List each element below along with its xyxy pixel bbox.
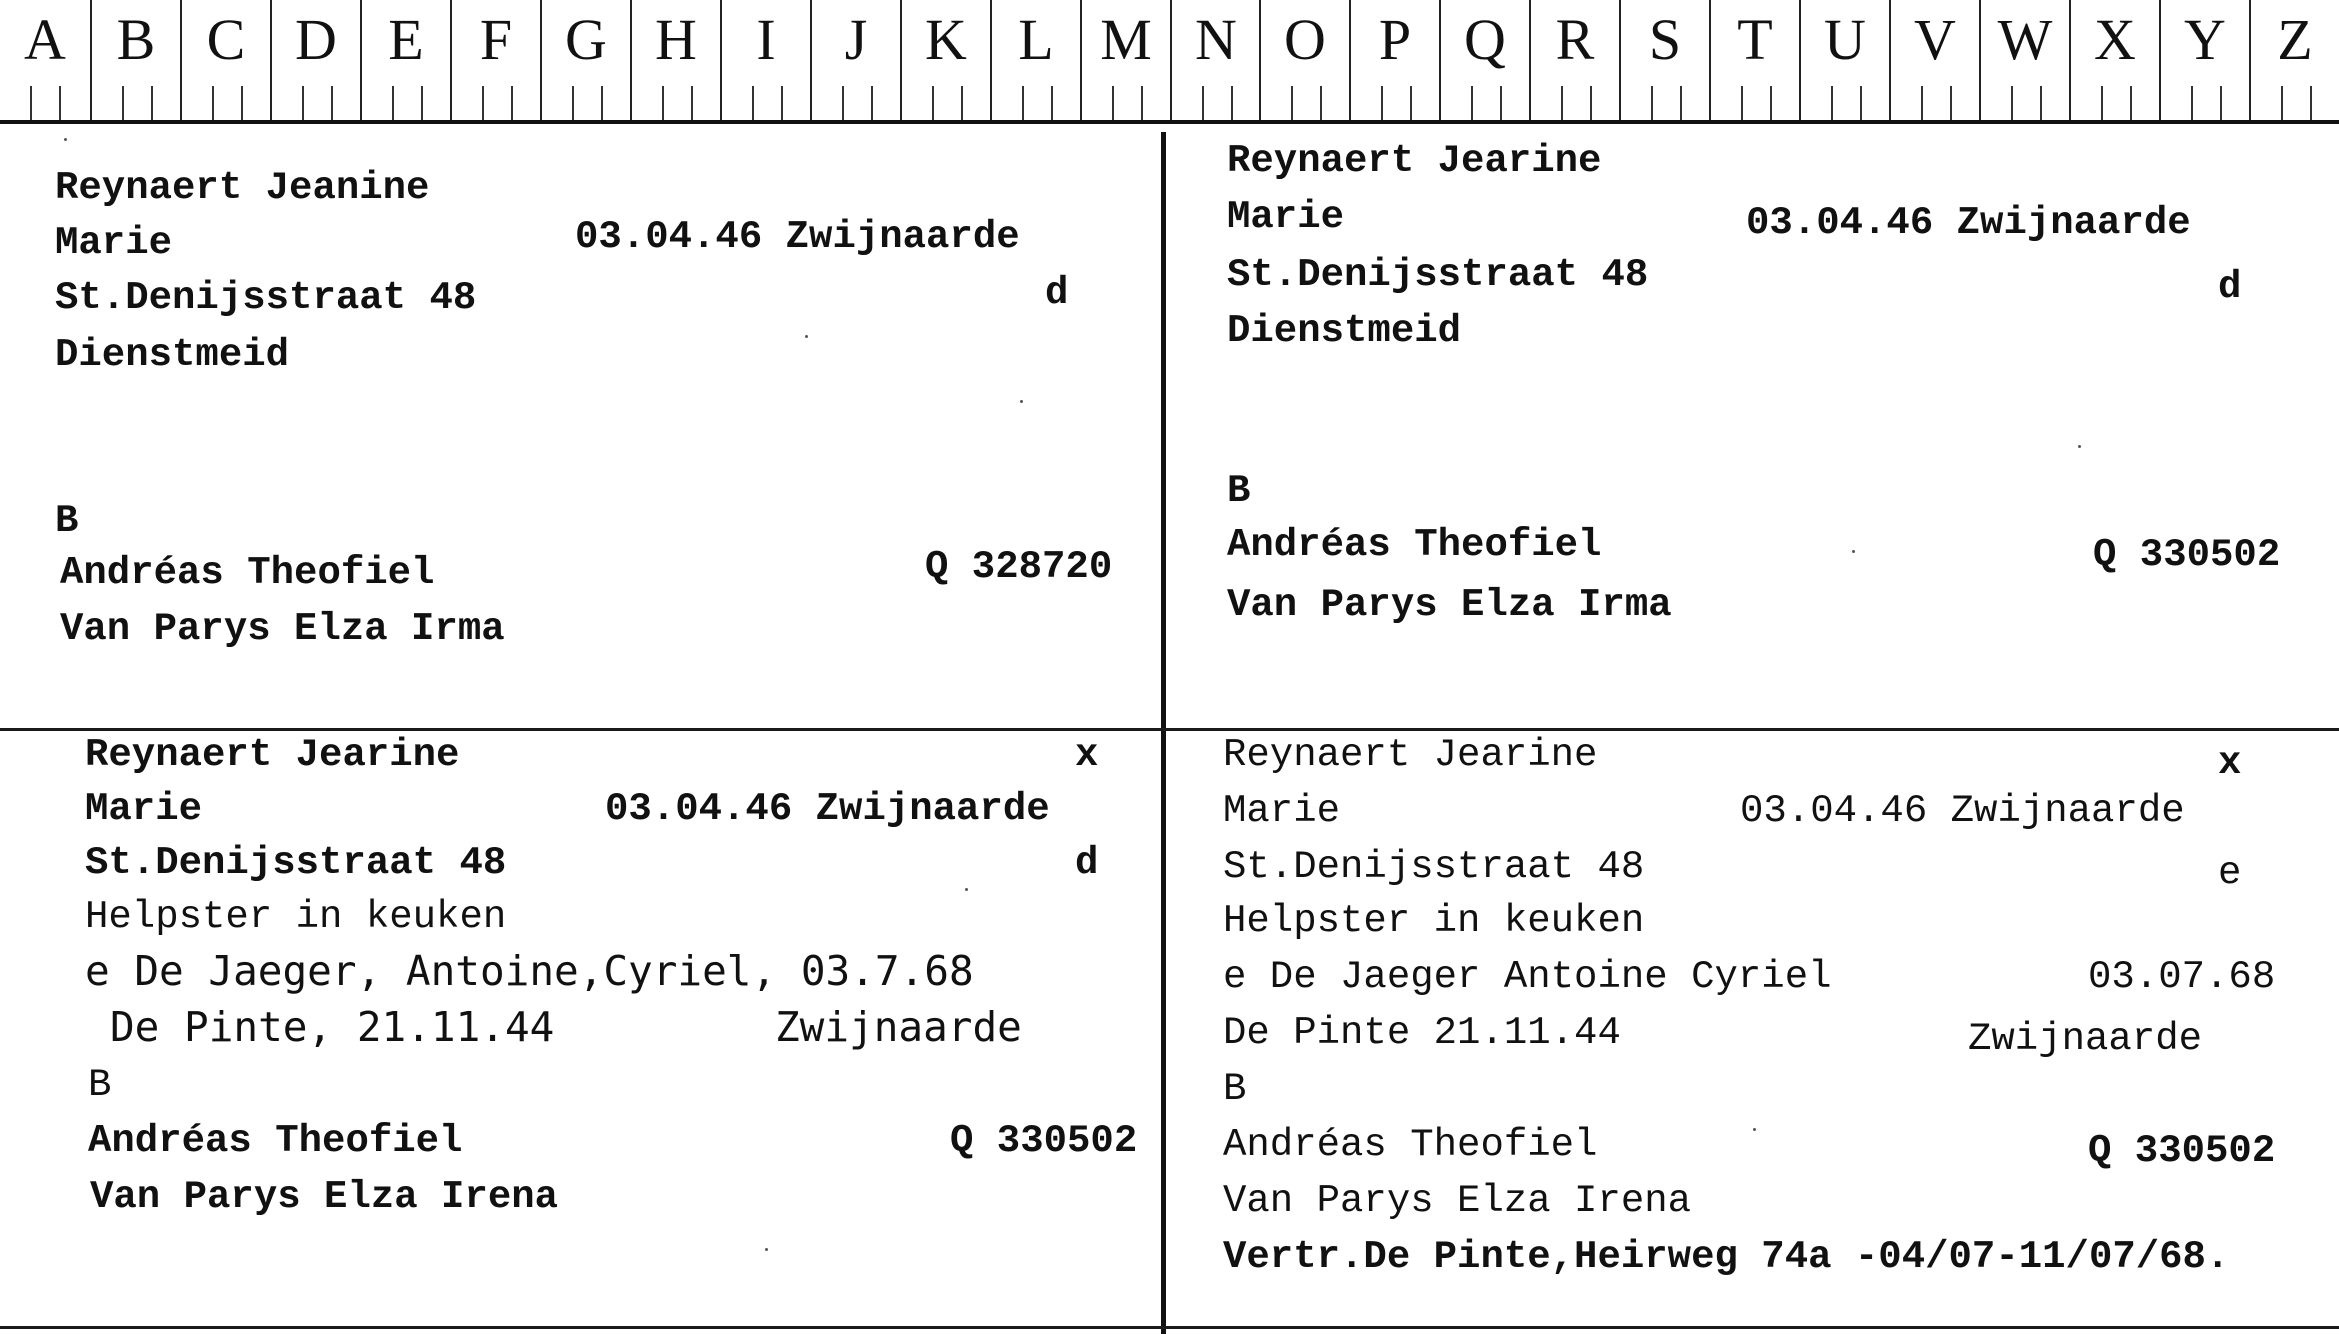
alphabet-letter-m — [1080, 0, 1170, 120]
card-name: Reynaert Jearine — [85, 733, 460, 777]
card-record-number: Q 330502 — [2088, 1129, 2276, 1173]
card-section: B — [55, 499, 79, 543]
alphabet-letter-label: T — [1737, 7, 1773, 72]
alphabet-tick — [1471, 86, 1473, 120]
alphabet-letter-label: F — [479, 7, 513, 72]
alphabet-letter-label: G — [565, 7, 607, 72]
card-record-number: Q 328720 — [925, 545, 1113, 589]
alphabet-letter-label: Y — [2184, 7, 2226, 72]
scan-speck — [2078, 445, 2081, 448]
card-given-name: Marie — [55, 221, 173, 265]
card-section: B — [1223, 1067, 1247, 1111]
scan-speck — [765, 1248, 768, 1251]
alphabet-letter-label: Q — [1464, 7, 1506, 72]
card-mother: Van Parys Elza Irena — [90, 1175, 559, 1219]
alphabet-letter-h — [630, 0, 720, 120]
alphabet-letter-label: A — [24, 7, 66, 72]
alphabet-letter-label: B — [116, 7, 156, 72]
alphabet-tick — [212, 86, 214, 120]
alphabet-letter-x — [2069, 0, 2159, 120]
alphabet-letter-label: I — [756, 7, 776, 72]
alphabet-tick — [691, 86, 693, 120]
alphabet-tick — [932, 86, 934, 120]
alphabet-tick — [1921, 86, 1923, 120]
card-occupation: Dienstmeid — [1227, 309, 1462, 353]
alphabet-tick — [2011, 86, 2013, 120]
card-spouse-origin: De Pinte 21.11.44 — [1223, 1011, 1621, 1055]
alphabet-letter-q — [1439, 0, 1529, 120]
alphabet-letter-l — [990, 0, 1080, 120]
alphabet-letter-label: K — [925, 7, 967, 72]
scan-speck — [64, 138, 67, 141]
alphabet-tick — [122, 86, 124, 120]
alphabet-tick — [961, 86, 963, 120]
card-father: Andréas Theofiel — [1227, 523, 1602, 567]
alphabet-tick — [1141, 86, 1143, 120]
alphabet-letter-label: O — [1284, 7, 1326, 72]
alphabet-letter-g — [540, 0, 630, 120]
card-given-name: Marie — [1223, 789, 1341, 833]
alphabet-letter-label: P — [1378, 7, 1412, 72]
alphabet-tick — [482, 86, 484, 120]
alphabet-tick — [59, 86, 61, 120]
alphabet-letter-r — [1529, 0, 1619, 120]
alphabet-letter-s — [1619, 0, 1709, 120]
alphabet-tick — [302, 86, 304, 120]
alphabet-tick — [1381, 86, 1383, 120]
alphabet-letter-k — [900, 0, 990, 120]
card-occupation: Helpster in keuken — [1223, 899, 1645, 943]
alphabet-letter-v — [1889, 0, 1979, 120]
card-address: St.Denijsstraat 48 — [1223, 845, 1645, 889]
scan-speck — [965, 888, 968, 891]
card-spouse-place: Zwijnaarde — [1968, 1017, 2203, 1061]
card-father: Andréas Theofiel — [88, 1119, 463, 1163]
card-mark: e — [2218, 851, 2242, 895]
card-corner-mark: x — [2218, 741, 2242, 785]
alphabet-letter-label: C — [206, 7, 246, 72]
alphabet-letter-y — [2159, 0, 2249, 120]
alphabet-tick — [601, 86, 603, 120]
alphabet-letter-a — [0, 0, 90, 120]
card-mother: Van Parys Elza Irma — [1227, 583, 1672, 627]
alphabet-letter-w — [1979, 0, 2069, 120]
card-mother: Van Parys Elza Irena — [1223, 1179, 1692, 1223]
alphabet-tick — [1500, 86, 1502, 120]
card-record-number: Q 330502 — [2093, 533, 2281, 577]
alphabet-tick — [572, 86, 574, 120]
alphabet-tick — [1831, 86, 1833, 120]
card-given-name: Marie — [1227, 195, 1345, 239]
alphabet-tick — [1561, 86, 1563, 120]
alphabet-letter-f — [450, 0, 540, 120]
card-spouse: e De Jaeger Antoine Cyriel — [1223, 955, 1832, 999]
alphabet-tick — [1680, 86, 1682, 120]
alphabet-tick — [1950, 86, 1952, 120]
scan-speck — [1020, 400, 1023, 403]
card-father: Andréas Theofiel — [60, 551, 435, 595]
bottom-edge-line — [0, 1326, 2339, 1329]
card-spouse-date: 03.07.68 — [2088, 955, 2276, 999]
card-spouse: e De Jaeger, Antoine,Cyriel, 03.7.68 — [85, 947, 974, 995]
alphabet-tick — [151, 86, 153, 120]
alphabet-letter-label: E — [388, 7, 424, 72]
scan-speck — [805, 335, 808, 338]
card-note: Vertr.De Pinte,Heirweg 74a -04/07-11/07/68. — [1223, 1235, 2230, 1279]
alphabet-letter-label: Z — [2277, 7, 2313, 72]
card-mark: d — [2218, 265, 2242, 309]
alphabet-letter-label: J — [844, 7, 868, 72]
card-bottom-left — [0, 732, 1160, 1326]
alphabet-tick — [1860, 86, 1862, 120]
alphabet-letter-label: N — [1195, 7, 1237, 72]
alphabet-tick — [241, 86, 243, 120]
alphabet-tick — [30, 86, 32, 120]
card-address: St.Denijsstraat 48 — [55, 276, 477, 320]
card-section: B — [1227, 469, 1251, 513]
alphabet-tick — [1410, 86, 1412, 120]
alphabet-tick — [1770, 86, 1772, 120]
alphabet-tick — [2130, 86, 2132, 120]
card-birth-info: 03.04.46 Zwijnaarde — [605, 787, 1050, 831]
alphabet-letter-label: M — [1100, 7, 1152, 72]
card-spouse-origin: De Pinte, 21.11.44 — [110, 1003, 555, 1051]
alphabet-tick — [2310, 86, 2312, 120]
alphabet-tick — [392, 86, 394, 120]
card-mark: d — [1075, 841, 1099, 885]
alphabet-index-strip — [0, 0, 2339, 124]
alphabet-tick — [1651, 86, 1653, 120]
alphabet-tick — [1291, 86, 1293, 120]
alphabet-letter-d — [270, 0, 360, 120]
alphabet-tick — [1590, 86, 1592, 120]
alphabet-tick — [1320, 86, 1322, 120]
alphabet-tick — [781, 86, 783, 120]
alphabet-tick — [2281, 86, 2283, 120]
alphabet-letter-label: H — [655, 7, 697, 72]
card-father: Andréas Theofiel — [1223, 1123, 1598, 1167]
card-address: St.Denijsstraat 48 — [1227, 253, 1649, 297]
alphabet-tick — [1022, 86, 1024, 120]
card-spouse-place: Zwijnaarde — [775, 1003, 1022, 1051]
card-occupation: Dienstmeid — [55, 333, 290, 377]
alphabet-letter-label: V — [1914, 7, 1956, 72]
horizontal-divider — [0, 728, 2339, 731]
alphabet-letter-z — [2249, 0, 2339, 120]
alphabet-letter-label: L — [1018, 7, 1054, 72]
alphabet-tick — [752, 86, 754, 120]
alphabet-tick — [1231, 86, 1233, 120]
alphabet-letter-b — [90, 0, 180, 120]
alphabet-tick — [662, 86, 664, 120]
alphabet-tick — [2220, 86, 2222, 120]
card-address: St.Denijsstraat 48 — [85, 841, 507, 885]
card-top-left — [0, 130, 1160, 726]
alphabet-letter-label: S — [1648, 7, 1682, 72]
card-mark: d — [1045, 271, 1069, 315]
alphabet-tick — [1112, 86, 1114, 120]
card-birth-info: 03.04.46 Zwijnaarde — [1746, 201, 2191, 245]
alphabet-letter-label: X — [2094, 7, 2136, 72]
card-top-right — [1168, 130, 2339, 726]
alphabet-letter-o — [1259, 0, 1349, 120]
alphabet-letter-u — [1799, 0, 1889, 120]
alphabet-letter-label: D — [295, 7, 337, 72]
alphabet-letter-e — [360, 0, 450, 120]
alphabet-tick — [1051, 86, 1053, 120]
vertical-divider — [1161, 132, 1166, 1334]
alphabet-tick — [2040, 86, 2042, 120]
scan-speck — [1753, 1128, 1756, 1131]
alphabet-letter-j — [810, 0, 900, 120]
alphabet-tick — [2101, 86, 2103, 120]
card-occupation: Helpster in keuken — [85, 895, 507, 939]
alphabet-tick — [511, 86, 513, 120]
alphabet-letter-n — [1170, 0, 1260, 120]
card-name: Reynaert Jeanine — [55, 166, 430, 210]
alphabet-letter-label: R — [1555, 7, 1595, 72]
scan-speck — [1852, 550, 1855, 553]
alphabet-letter-c — [180, 0, 270, 120]
card-section: B — [88, 1063, 112, 1107]
card-corner-mark: x — [1075, 733, 1099, 777]
card-record-number: Q 330502 — [950, 1119, 1138, 1163]
card-name: Reynaert Jearine — [1227, 139, 1602, 183]
alphabet-letter-t — [1709, 0, 1799, 120]
alphabet-tick — [2191, 86, 2193, 120]
alphabet-letter-label: U — [1824, 7, 1866, 72]
card-mother: Van Parys Elza Irma — [60, 607, 505, 651]
alphabet-letter-label: W — [1997, 7, 2053, 72]
card-birth-info: 03.04.46 Zwijnaarde — [1740, 789, 2185, 833]
card-name: Reynaert Jearine — [1223, 733, 1598, 777]
alphabet-tick — [871, 86, 873, 120]
alphabet-tick — [421, 86, 423, 120]
alphabet-tick — [1202, 86, 1204, 120]
alphabet-letter-i — [720, 0, 810, 120]
alphabet-tick — [331, 86, 333, 120]
alphabet-letter-p — [1349, 0, 1439, 120]
card-birth-info: 03.04.46 Zwijnaarde — [575, 215, 1020, 259]
card-bottom-right — [1168, 732, 2339, 1326]
alphabet-tick — [842, 86, 844, 120]
card-given-name: Marie — [85, 787, 203, 831]
alphabet-tick — [1741, 86, 1743, 120]
